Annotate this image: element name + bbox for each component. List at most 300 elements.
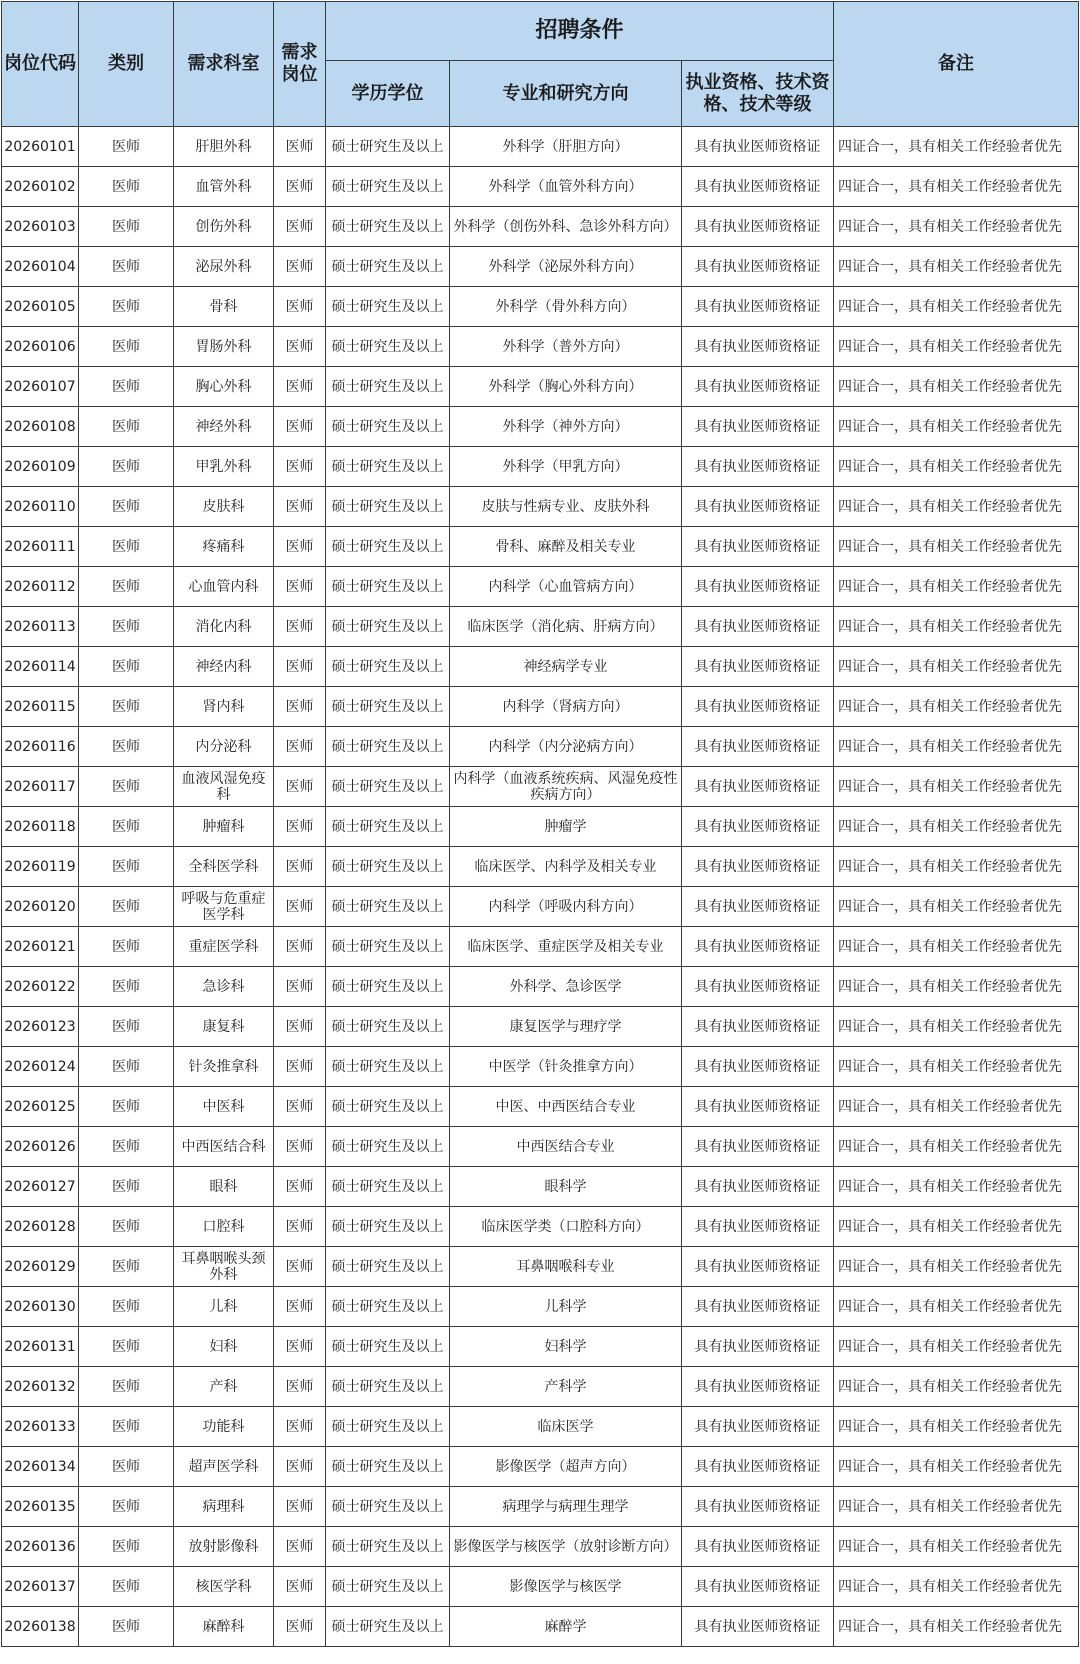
cell-major: 外科学（血管外科方向） [450, 167, 682, 207]
cell-department: 胸心外科 [174, 367, 274, 407]
cell-degree: 硕士研究生及以上 [326, 1327, 450, 1367]
cell-department: 肝胆外科 [174, 127, 274, 167]
cell-department: 产科 [174, 1367, 274, 1407]
table-row [2, 1167, 1079, 1207]
cell-qualification: 具有执业医师资格证 [682, 887, 834, 927]
table-row [2, 527, 1079, 567]
cell-remark: 四证合一，具有相关工作经验者优先 [834, 127, 1079, 167]
cell-qualification: 具有执业医师资格证 [682, 1607, 834, 1647]
cell-degree: 硕士研究生及以上 [326, 567, 450, 607]
cell-code: 20260104 [2, 247, 79, 287]
cell-qualification: 具有执业医师资格证 [682, 327, 834, 367]
cell-position: 医师 [274, 967, 326, 1007]
cell-position: 医师 [274, 1567, 326, 1607]
cell-major: 内科学（血液系统疾病、风湿免疫性疾病方向） [450, 767, 682, 807]
table-row [2, 247, 1079, 287]
cell-position: 医师 [274, 287, 326, 327]
cell-position: 医师 [274, 1607, 326, 1647]
cell-position: 医师 [274, 647, 326, 687]
cell-category: 医师 [79, 527, 174, 567]
cell-code: 20260109 [2, 447, 79, 487]
cell-qualification: 具有执业医师资格证 [682, 807, 834, 847]
cell-major: 皮肤与性病专业、皮肤外科 [450, 487, 682, 527]
cell-major: 影像医学与核医学 [450, 1567, 682, 1607]
cell-category: 医师 [79, 487, 174, 527]
cell-category: 医师 [79, 687, 174, 727]
cell-code: 20260118 [2, 807, 79, 847]
cell-major: 康复医学与理疗学 [450, 1007, 682, 1047]
cell-degree: 硕士研究生及以上 [326, 1567, 450, 1607]
cell-department: 血液风湿免疫科 [174, 767, 274, 807]
cell-category: 医师 [79, 1047, 174, 1087]
cell-position: 医师 [274, 1447, 326, 1487]
cell-department: 耳鼻咽喉头颈外科 [174, 1247, 274, 1287]
cell-degree: 硕士研究生及以上 [326, 327, 450, 367]
cell-department: 血管外科 [174, 167, 274, 207]
cell-code: 20260106 [2, 327, 79, 367]
cell-qualification: 具有执业医师资格证 [682, 967, 834, 1007]
cell-major: 骨科、麻醉及相关专业 [450, 527, 682, 567]
cell-degree: 硕士研究生及以上 [326, 887, 450, 927]
cell-major: 外科学（泌尿外科方向） [450, 247, 682, 287]
cell-remark: 四证合一，具有相关工作经验者优先 [834, 807, 1079, 847]
cell-major: 临床医学类（口腔科方向） [450, 1207, 682, 1247]
cell-code: 20260138 [2, 1607, 79, 1647]
cell-major: 临床医学、内科学及相关专业 [450, 847, 682, 887]
cell-degree: 硕士研究生及以上 [326, 367, 450, 407]
cell-major: 影像医学（超声方向） [450, 1447, 682, 1487]
cell-remark: 四证合一，具有相关工作经验者优先 [834, 1567, 1079, 1607]
cell-department: 全科医学科 [174, 847, 274, 887]
cell-degree: 硕士研究生及以上 [326, 167, 450, 207]
table-row [2, 1247, 1079, 1287]
cell-remark: 四证合一，具有相关工作经验者优先 [834, 1407, 1079, 1447]
cell-position: 医师 [274, 1367, 326, 1407]
table-row [2, 1447, 1079, 1487]
cell-qualification: 具有执业医师资格证 [682, 727, 834, 767]
cell-category: 医师 [79, 1487, 174, 1527]
cell-qualification: 具有执业医师资格证 [682, 167, 834, 207]
cell-code: 20260113 [2, 607, 79, 647]
cell-category: 医师 [79, 287, 174, 327]
cell-degree: 硕士研究生及以上 [326, 1247, 450, 1287]
cell-remark: 四证合一，具有相关工作经验者优先 [834, 367, 1079, 407]
cell-code: 20260101 [2, 127, 79, 167]
cell-position: 医师 [274, 127, 326, 167]
cell-remark: 四证合一，具有相关工作经验者优先 [834, 1007, 1079, 1047]
cell-qualification: 具有执业医师资格证 [682, 1527, 834, 1567]
cell-position: 医师 [274, 1087, 326, 1127]
cell-degree: 硕士研究生及以上 [326, 1447, 450, 1487]
cell-degree: 硕士研究生及以上 [326, 1607, 450, 1647]
cell-major: 临床医学 [450, 1407, 682, 1447]
cell-degree: 硕士研究生及以上 [326, 1167, 450, 1207]
table-row [2, 1407, 1079, 1447]
cell-qualification: 具有执业医师资格证 [682, 1207, 834, 1247]
cell-major: 儿科学 [450, 1287, 682, 1327]
cell-remark: 四证合一，具有相关工作经验者优先 [834, 1167, 1079, 1207]
recruitment-table [1, 1, 1079, 1647]
table-row [2, 847, 1079, 887]
cell-department: 中医科 [174, 1087, 274, 1127]
cell-code: 20260137 [2, 1567, 79, 1607]
cell-qualification: 具有执业医师资格证 [682, 1447, 834, 1487]
cell-category: 医师 [79, 167, 174, 207]
cell-code: 20260132 [2, 1367, 79, 1407]
cell-category: 医师 [79, 1447, 174, 1487]
cell-major: 内科学（肾病方向） [450, 687, 682, 727]
table-row [2, 1567, 1079, 1607]
cell-remark: 四证合一，具有相关工作经验者优先 [834, 207, 1079, 247]
cell-code: 20260127 [2, 1167, 79, 1207]
cell-major: 影像医学与核医学（放射诊断方向） [450, 1527, 682, 1567]
cell-remark: 四证合一，具有相关工作经验者优先 [834, 1367, 1079, 1407]
cell-qualification: 具有执业医师资格证 [682, 1567, 834, 1607]
cell-department: 儿科 [174, 1287, 274, 1327]
cell-position: 医师 [274, 1247, 326, 1287]
table-row [2, 167, 1079, 207]
cell-qualification: 具有执业医师资格证 [682, 1247, 834, 1287]
cell-qualification: 具有执业医师资格证 [682, 1007, 834, 1047]
table-row [2, 487, 1079, 527]
cell-major: 内科学（心血管病方向） [450, 567, 682, 607]
cell-department: 口腔科 [174, 1207, 274, 1247]
table-row [2, 287, 1079, 327]
cell-degree: 硕士研究生及以上 [326, 1407, 450, 1447]
cell-code: 20260136 [2, 1527, 79, 1567]
cell-category: 医师 [79, 127, 174, 167]
table-row [2, 807, 1079, 847]
cell-remark: 四证合一，具有相关工作经验者优先 [834, 1207, 1079, 1247]
cell-position: 医师 [274, 1487, 326, 1527]
cell-degree: 硕士研究生及以上 [326, 1487, 450, 1527]
cell-remark: 四证合一，具有相关工作经验者优先 [834, 967, 1079, 1007]
table-row [2, 367, 1079, 407]
cell-qualification: 具有执业医师资格证 [682, 647, 834, 687]
cell-remark: 四证合一，具有相关工作经验者优先 [834, 727, 1079, 767]
cell-qualification: 具有执业医师资格证 [682, 567, 834, 607]
cell-remark: 四证合一，具有相关工作经验者优先 [834, 1607, 1079, 1647]
table-row [2, 727, 1079, 767]
cell-position: 医师 [274, 447, 326, 487]
cell-qualification: 具有执业医师资格证 [682, 407, 834, 447]
cell-category: 医师 [79, 1007, 174, 1047]
table-row [2, 127, 1079, 167]
cell-remark: 四证合一，具有相关工作经验者优先 [834, 847, 1079, 887]
cell-position: 医师 [274, 927, 326, 967]
cell-degree: 硕士研究生及以上 [326, 1127, 450, 1167]
table-row [2, 1607, 1079, 1647]
cell-remark: 四证合一，具有相关工作经验者优先 [834, 1047, 1079, 1087]
cell-degree: 硕士研究生及以上 [326, 847, 450, 887]
cell-code: 20260131 [2, 1327, 79, 1367]
cell-code: 20260115 [2, 687, 79, 727]
cell-category: 医师 [79, 1247, 174, 1287]
cell-category: 医师 [79, 327, 174, 367]
cell-qualification: 具有执业医师资格证 [682, 1127, 834, 1167]
cell-department: 功能科 [174, 1407, 274, 1447]
table-header [2, 2, 1079, 127]
cell-code: 20260117 [2, 767, 79, 807]
cell-major: 麻醉学 [450, 1607, 682, 1647]
cell-department: 呼吸与危重症医学科 [174, 887, 274, 927]
cell-category: 医师 [79, 1207, 174, 1247]
cell-code: 20260111 [2, 527, 79, 567]
cell-remark: 四证合一，具有相关工作经验者优先 [834, 527, 1079, 567]
cell-degree: 硕士研究生及以上 [326, 407, 450, 447]
cell-code: 20260121 [2, 927, 79, 967]
cell-department: 胃肠外科 [174, 327, 274, 367]
cell-department: 内分泌科 [174, 727, 274, 767]
cell-department: 肿瘤科 [174, 807, 274, 847]
cell-position: 医师 [274, 367, 326, 407]
cell-department: 骨科 [174, 287, 274, 327]
cell-qualification: 具有执业医师资格证 [682, 1047, 834, 1087]
cell-remark: 四证合一，具有相关工作经验者优先 [834, 447, 1079, 487]
cell-position: 医师 [274, 847, 326, 887]
cell-category: 医师 [79, 1167, 174, 1207]
cell-code: 20260120 [2, 887, 79, 927]
cell-code: 20260125 [2, 1087, 79, 1127]
table-row [2, 207, 1079, 247]
cell-major: 产科学 [450, 1367, 682, 1407]
cell-position: 医师 [274, 247, 326, 287]
cell-department: 重症医学科 [174, 927, 274, 967]
cell-position: 医师 [274, 1407, 326, 1447]
cell-code: 20260107 [2, 367, 79, 407]
cell-category: 医师 [79, 1607, 174, 1647]
cell-remark: 四证合一，具有相关工作经验者优先 [834, 487, 1079, 527]
cell-qualification: 具有执业医师资格证 [682, 487, 834, 527]
cell-department: 针灸推拿科 [174, 1047, 274, 1087]
cell-degree: 硕士研究生及以上 [326, 207, 450, 247]
cell-category: 医师 [79, 1127, 174, 1167]
cell-qualification: 具有执业医师资格证 [682, 287, 834, 327]
cell-position: 医师 [274, 1007, 326, 1047]
cell-position: 医师 [274, 727, 326, 767]
cell-qualification: 具有执业医师资格证 [682, 607, 834, 647]
cell-remark: 四证合一，具有相关工作经验者优先 [834, 647, 1079, 687]
cell-major: 内科学（呼吸内科方向） [450, 887, 682, 927]
table-row [2, 927, 1079, 967]
cell-remark: 四证合一，具有相关工作经验者优先 [834, 687, 1079, 727]
cell-position: 医师 [274, 1167, 326, 1207]
cell-department: 放射影像科 [174, 1527, 274, 1567]
cell-remark: 四证合一，具有相关工作经验者优先 [834, 1327, 1079, 1367]
cell-code: 20260129 [2, 1247, 79, 1287]
table-row [2, 647, 1079, 687]
cell-position: 医师 [274, 1287, 326, 1327]
cell-major: 中医学（针灸推拿方向） [450, 1047, 682, 1087]
table-row [2, 1287, 1079, 1327]
header-code: 岗位代码 [2, 2, 79, 127]
cell-position: 医师 [274, 887, 326, 927]
cell-degree: 硕士研究生及以上 [326, 1007, 450, 1047]
cell-degree: 硕士研究生及以上 [326, 1287, 450, 1327]
cell-department: 心血管内科 [174, 567, 274, 607]
cell-code: 20260126 [2, 1127, 79, 1167]
cell-code: 20260119 [2, 847, 79, 887]
header-position: 需求岗位 [274, 2, 326, 127]
cell-position: 医师 [274, 1527, 326, 1567]
cell-position: 医师 [274, 1327, 326, 1367]
cell-remark: 四证合一，具有相关工作经验者优先 [834, 767, 1079, 807]
cell-department: 神经内科 [174, 647, 274, 687]
cell-degree: 硕士研究生及以上 [326, 607, 450, 647]
cell-department: 肾内科 [174, 687, 274, 727]
cell-position: 医师 [274, 527, 326, 567]
cell-degree: 硕士研究生及以上 [326, 647, 450, 687]
cell-major: 外科学（骨外科方向） [450, 287, 682, 327]
cell-category: 医师 [79, 847, 174, 887]
cell-code: 20260114 [2, 647, 79, 687]
cell-qualification: 具有执业医师资格证 [682, 1487, 834, 1527]
cell-department: 麻醉科 [174, 1607, 274, 1647]
cell-department: 妇科 [174, 1327, 274, 1367]
cell-major: 病理学与病理生理学 [450, 1487, 682, 1527]
cell-department: 超声医学科 [174, 1447, 274, 1487]
cell-qualification: 具有执业医师资格证 [682, 1367, 834, 1407]
cell-qualification: 具有执业医师资格证 [682, 367, 834, 407]
cell-code: 20260130 [2, 1287, 79, 1327]
cell-qualification: 具有执业医师资格证 [682, 767, 834, 807]
cell-degree: 硕士研究生及以上 [326, 927, 450, 967]
cell-major: 中医、中西医结合专业 [450, 1087, 682, 1127]
cell-remark: 四证合一，具有相关工作经验者优先 [834, 167, 1079, 207]
header-remark: 备注 [834, 2, 1079, 127]
cell-qualification: 具有执业医师资格证 [682, 247, 834, 287]
cell-department: 疼痛科 [174, 527, 274, 567]
header-category: 类别 [79, 2, 174, 127]
cell-major: 神经病学专业 [450, 647, 682, 687]
cell-qualification: 具有执业医师资格证 [682, 1327, 834, 1367]
cell-code: 20260105 [2, 287, 79, 327]
cell-major: 外科学（甲乳方向） [450, 447, 682, 487]
cell-code: 20260103 [2, 207, 79, 247]
cell-category: 医师 [79, 567, 174, 607]
cell-qualification: 具有执业医师资格证 [682, 127, 834, 167]
cell-degree: 硕士研究生及以上 [326, 767, 450, 807]
cell-code: 20260133 [2, 1407, 79, 1447]
cell-category: 医师 [79, 207, 174, 247]
cell-position: 医师 [274, 807, 326, 847]
cell-remark: 四证合一，具有相关工作经验者优先 [834, 407, 1079, 447]
cell-major: 外科学（胸心外科方向） [450, 367, 682, 407]
cell-qualification: 具有执业医师资格证 [682, 1407, 834, 1447]
cell-category: 医师 [79, 887, 174, 927]
table-row [2, 1007, 1079, 1047]
cell-major: 外科学（普外方向） [450, 327, 682, 367]
cell-category: 医师 [79, 1567, 174, 1607]
cell-remark: 四证合一，具有相关工作经验者优先 [834, 887, 1079, 927]
table-body [2, 127, 1079, 1647]
cell-qualification: 具有执业医师资格证 [682, 1087, 834, 1127]
cell-department: 急诊科 [174, 967, 274, 1007]
cell-department: 甲乳外科 [174, 447, 274, 487]
table-row [2, 1527, 1079, 1567]
cell-category: 医师 [79, 367, 174, 407]
cell-qualification: 具有执业医师资格证 [682, 1287, 834, 1327]
cell-position: 医师 [274, 167, 326, 207]
cell-department: 中西医结合科 [174, 1127, 274, 1167]
cell-category: 医师 [79, 1367, 174, 1407]
cell-category: 医师 [79, 1407, 174, 1447]
table-row [2, 767, 1079, 807]
cell-department: 康复科 [174, 1007, 274, 1047]
cell-position: 医师 [274, 407, 326, 447]
cell-code: 20260134 [2, 1447, 79, 1487]
cell-position: 医师 [274, 607, 326, 647]
cell-remark: 四证合一，具有相关工作经验者优先 [834, 607, 1079, 647]
cell-position: 医师 [274, 327, 326, 367]
cell-department: 病理科 [174, 1487, 274, 1527]
cell-category: 医师 [79, 447, 174, 487]
table-row [2, 567, 1079, 607]
table-row [2, 327, 1079, 367]
cell-position: 医师 [274, 1207, 326, 1247]
cell-category: 医师 [79, 407, 174, 447]
cell-qualification: 具有执业医师资格证 [682, 207, 834, 247]
cell-remark: 四证合一，具有相关工作经验者优先 [834, 1447, 1079, 1487]
cell-code: 20260108 [2, 407, 79, 447]
cell-degree: 硕士研究生及以上 [326, 727, 450, 767]
table-row [2, 407, 1079, 447]
cell-major: 妇科学 [450, 1327, 682, 1367]
header-department: 需求科室 [174, 2, 274, 127]
cell-degree: 硕士研究生及以上 [326, 1087, 450, 1127]
cell-code: 20260135 [2, 1487, 79, 1527]
cell-degree: 硕士研究生及以上 [326, 807, 450, 847]
header-degree: 学历学位 [326, 61, 450, 127]
cell-qualification: 具有执业医师资格证 [682, 447, 834, 487]
table-row [2, 607, 1079, 647]
header-conditions: 招聘条件 [326, 2, 834, 61]
cell-category: 医师 [79, 967, 174, 1007]
cell-category: 医师 [79, 247, 174, 287]
table-row [2, 1127, 1079, 1167]
cell-category: 医师 [79, 807, 174, 847]
cell-degree: 硕士研究生及以上 [326, 487, 450, 527]
cell-department: 泌尿外科 [174, 247, 274, 287]
cell-qualification: 具有执业医师资格证 [682, 847, 834, 887]
cell-qualification: 具有执业医师资格证 [682, 927, 834, 967]
cell-remark: 四证合一，具有相关工作经验者优先 [834, 247, 1079, 287]
table-row [2, 1207, 1079, 1247]
cell-degree: 硕士研究生及以上 [326, 1207, 450, 1247]
cell-degree: 硕士研究生及以上 [326, 527, 450, 567]
cell-degree: 硕士研究生及以上 [326, 967, 450, 1007]
cell-remark: 四证合一，具有相关工作经验者优先 [834, 927, 1079, 967]
cell-code: 20260112 [2, 567, 79, 607]
cell-position: 医师 [274, 687, 326, 727]
header-major: 专业和研究方向 [450, 61, 682, 127]
cell-degree: 硕士研究生及以上 [326, 1527, 450, 1567]
cell-position: 医师 [274, 487, 326, 527]
cell-position: 医师 [274, 767, 326, 807]
cell-code: 20260128 [2, 1207, 79, 1247]
cell-code: 20260102 [2, 167, 79, 207]
cell-major: 外科学（肝胆方向） [450, 127, 682, 167]
cell-major: 外科学（神外方向） [450, 407, 682, 447]
cell-degree: 硕士研究生及以上 [326, 447, 450, 487]
cell-department: 创伤外科 [174, 207, 274, 247]
table-row [2, 447, 1079, 487]
cell-degree: 硕士研究生及以上 [326, 1367, 450, 1407]
table-row [2, 1087, 1079, 1127]
cell-major: 眼科学 [450, 1167, 682, 1207]
cell-department: 皮肤科 [174, 487, 274, 527]
cell-qualification: 具有执业医师资格证 [682, 1167, 834, 1207]
